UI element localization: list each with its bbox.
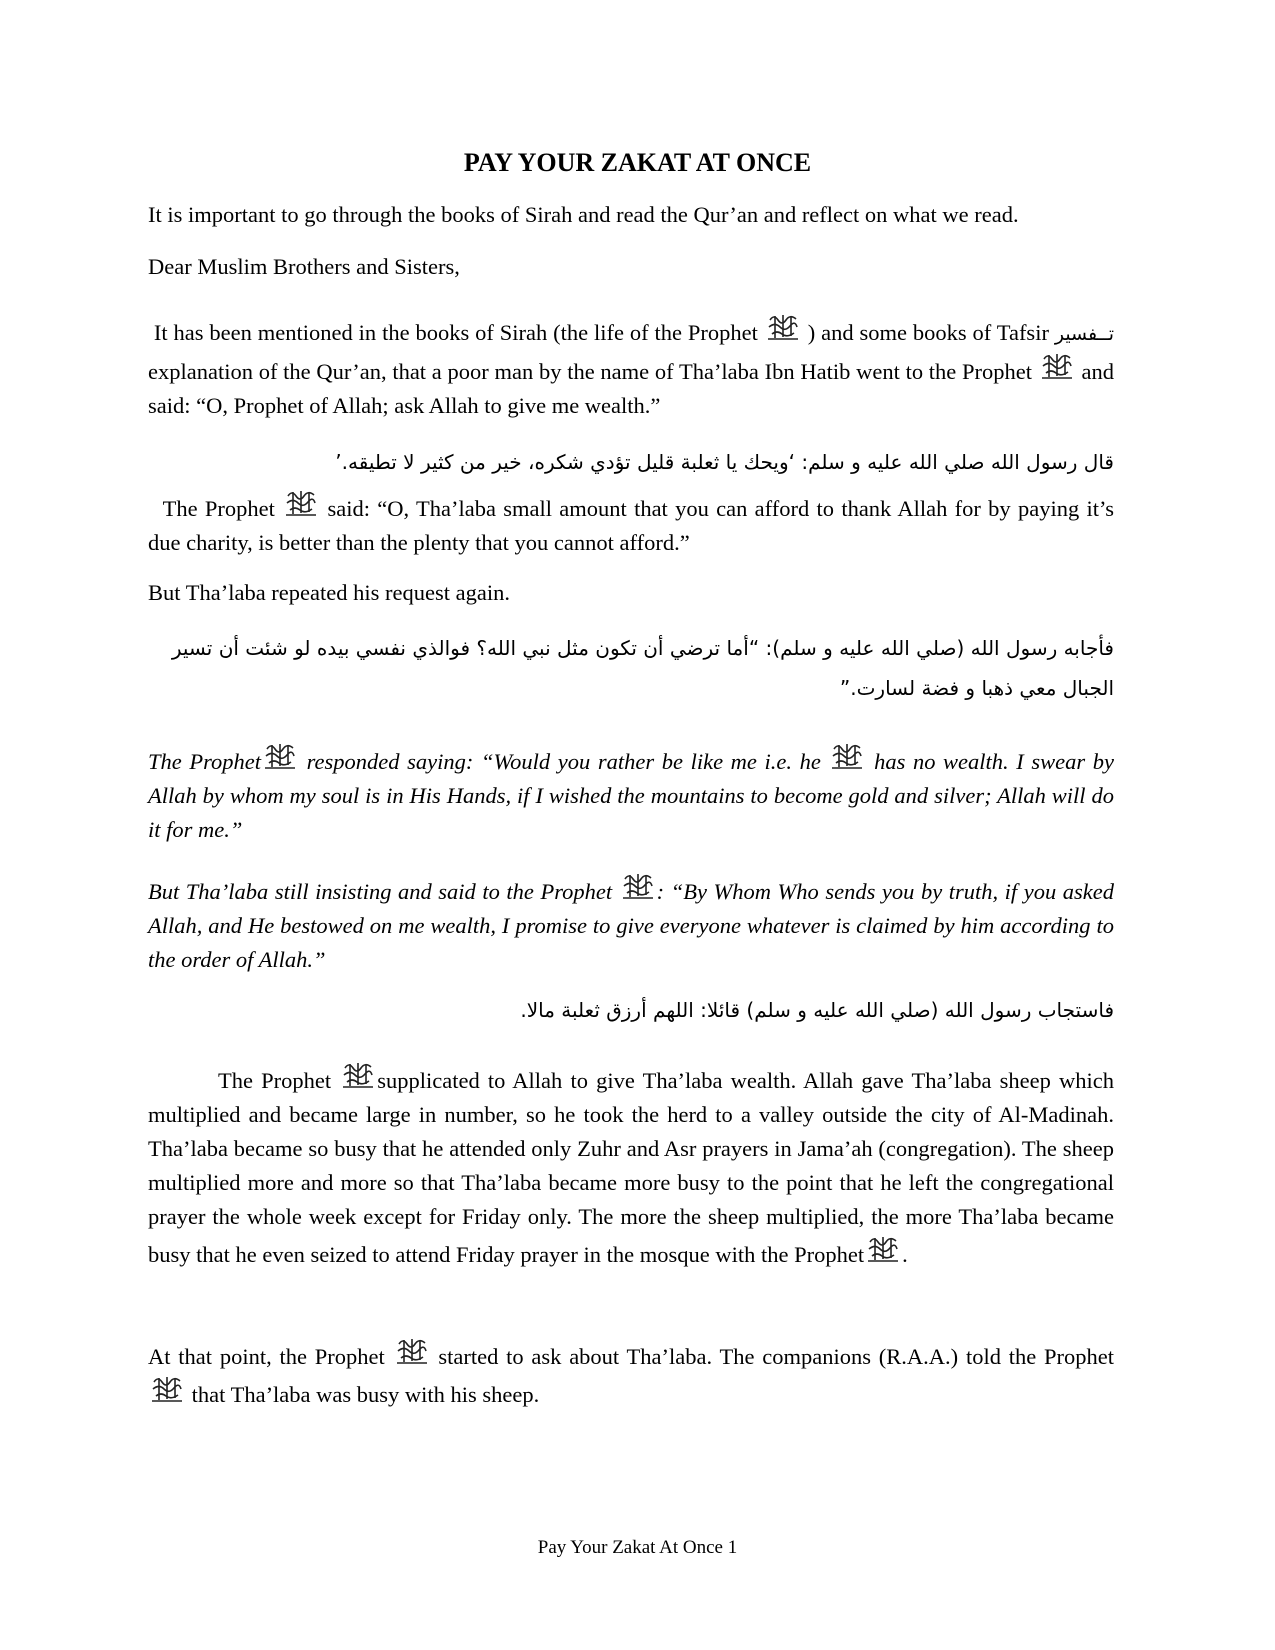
salawat-icon xyxy=(1040,351,1074,381)
salawat-icon xyxy=(395,1336,429,1366)
salawat-icon xyxy=(621,871,655,901)
salawat-icon xyxy=(284,488,318,518)
paragraph-3: But Tha’laba repeated his request again. xyxy=(148,580,510,605)
page-title: PAY YOUR ZAKAT AT ONCE xyxy=(463,148,812,177)
paragraph-5: But Tha’laba still insisting and said to the Prophet : “By Whom Who sends you by truth, if you asked Allah, and He bestowed on me wealth, I promise to give everyone whatever is claimed by him according to the order of Allah.” xyxy=(148,871,1114,977)
salawat-icon xyxy=(263,741,297,771)
page-footer: Pay Your Zakat At Once 1 xyxy=(537,1537,738,1558)
arabic-quote-3: فاستجاب رسول الله (صلي الله عليه و سلم) قائلا: اللهم أرزق ثعلبة مالا. xyxy=(520,998,1114,1022)
paragraph-1: It has been mentioned in the books of Sirah (the life of the Prophet ) and some books of Tafsir تــفسير explanation of the Qur’an, that a poor man by the name of Tha’laba Ibn Hatib went to the Prophet and said: “O, Prophet of Allah; ask Allah to give me wealth.” xyxy=(148,312,1114,423)
salawat-icon xyxy=(830,741,864,771)
tafsir-arabic: تــفسير xyxy=(1054,323,1115,345)
paragraph-2: The Prophet said: “O, Tha’laba small amount that you can afford to thank Allah for by paying it’s due charity, is better than the plenty that you cannot afford.” xyxy=(148,488,1114,560)
greeting: Dear Muslim Brothers and Sisters, xyxy=(148,254,460,279)
salawat-icon xyxy=(866,1234,900,1264)
salawat-icon xyxy=(341,1060,375,1090)
text: It has been mentioned in the books of Sirah (the life of the Prophet xyxy=(153,320,758,345)
arabic-quote-2: فأجابه رسول الله (صلي الله عليه و سلم): “أما ترضي أن تكون مثل نبي الله؟ فوالذي نفسي بيده لو شئت أن تسير الجبال معي ذهبا و فضة لسارت.” xyxy=(171,636,1114,700)
salawat-icon xyxy=(150,1374,184,1404)
paragraph-4: The Prophet responded saying: “Would you rather be like me i.e. he has no wealth. I swear by Allah by whom my soul is in His Hands, if I wished the mountains to become gold and silver; Allah will do it for me.” xyxy=(148,741,1114,847)
intro-paragraph: It is important to go through the books of Sirah and read the Qur’an and reflect on what we read. xyxy=(148,202,1019,227)
paragraph-7: At that point, the Prophet started to ask about Tha’laba. The companions (R.A.A.) told the Prophet that Tha’laba was busy with his sheep. xyxy=(148,1336,1114,1412)
salawat-icon xyxy=(766,312,800,342)
arabic-quote-1: قال رسول الله صلي الله عليه و سلم: ‘ويحك يا ثعلبة قليل تؤدي شكره، خير من كثير لا تطيقه.’ xyxy=(335,450,1114,474)
paragraph-6: The Prophet supplicated to Allah to give Tha’laba wealth. Allah gave Tha’laba sheep which multiplied and became large in number, so he took the herd to a valley outside the city of Al-Madinah. Tha’laba became so busy that he attended only Zuhr and Asr prayers in Jama’ah (congregation). The sheep multiplied more and more so that Tha’laba became more busy to the point that he left the congregational prayer the whole week except for Friday only. The more the sheep multiplied, the more Tha’laba became busy that he even seized to attend Friday prayer in the mosque with the Prophet . xyxy=(148,1060,1114,1272)
